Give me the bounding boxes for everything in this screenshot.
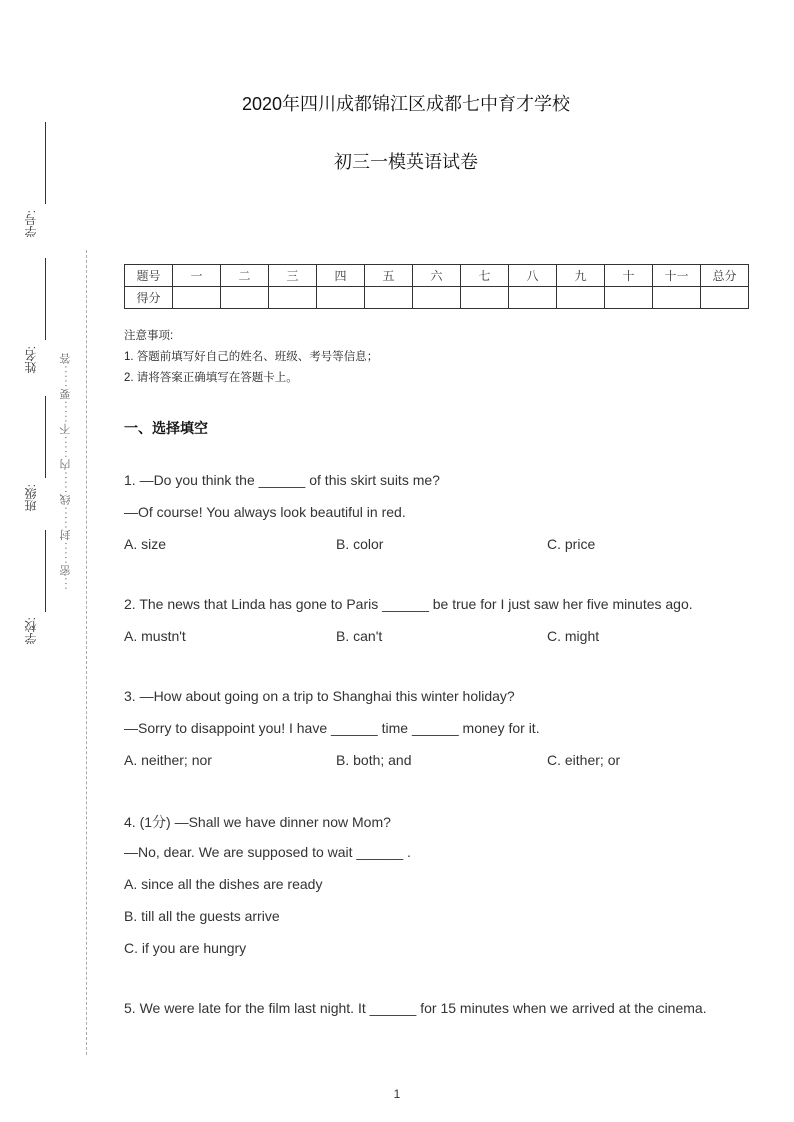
score-table-header-cell: 五 (365, 265, 413, 287)
school-line (45, 530, 46, 612)
score-table-score-cell (605, 287, 653, 309)
exam-subtitle: 初三一模英语试卷 (334, 152, 478, 172)
question-3-line: —Sorry to disappoint you! I have ______ time ______ money for it. (124, 720, 540, 736)
class-line (45, 396, 46, 478)
score-table-header-cell: 十一 (653, 265, 701, 287)
score-table-score-cell (557, 287, 605, 309)
score-table-header-cell: 一 (173, 265, 221, 287)
score-table-header-cell: 四 (317, 265, 365, 287)
notes (124, 326, 378, 389)
score-table-header-cell: 总分 (701, 265, 749, 287)
score-table-header-row (125, 265, 749, 287)
name-line (45, 258, 46, 340)
question-2-option-a: A. mustn't (124, 628, 186, 644)
question-4-stem: 4. (1分) —Shall we have dinner now Mom? (124, 814, 391, 830)
question-1-option-b: B. color (336, 536, 384, 552)
score-table-header-cell: 题号 (125, 265, 173, 287)
school-label: 学校: (24, 617, 38, 645)
question-4-option-b: B. till all the guests arrive (124, 908, 280, 924)
score-table-header-cell: 七 (461, 265, 509, 287)
question-5-stem: 5. We were late for the film last night. It ______ for 15 minutes when we arrived at the cinema. (124, 1000, 707, 1016)
question-3-stem: 3. —How about going on a trip to Shanghai this winter holiday? (124, 688, 515, 704)
notes-item: 1. 答题前填写好自己的姓名、班级、考号等信息； (124, 351, 379, 363)
score-table-score-cell (701, 287, 749, 309)
question-1-stem: 1. —Do you think the ______ of this skirt suits me? (124, 472, 440, 488)
question-3-option-c: C. either; or (547, 752, 621, 768)
score-table-header-cell: 九 (557, 265, 605, 287)
score-table-row-label: 得分 (125, 287, 173, 309)
score-table-header-cell: 八 (509, 265, 557, 287)
score-table-score-cell (509, 287, 557, 309)
score-table-header-cell: 六 (413, 265, 461, 287)
notes-item: 2. 请将答案正确填写在答题卡上。 (124, 372, 298, 384)
score-table-header-cell: 二 (221, 265, 269, 287)
question-4-option-a: A. since all the dishes are ready (124, 876, 323, 892)
question-2-option-b: B. can't (336, 628, 383, 644)
exam-title: 2020年四川成都锦江区成都七中育才学校 (241, 94, 571, 114)
score-table-score-cell (653, 287, 701, 309)
question-3-option-a: A. neither; nor (124, 752, 212, 768)
score-table-score-row (125, 287, 749, 309)
score-table-score-cell (221, 287, 269, 309)
score-table (124, 264, 749, 309)
score-table-score-cell (413, 287, 461, 309)
question-4-option-c: C. if you are hungry (124, 940, 247, 956)
class-label: 班级: (24, 484, 38, 512)
score-table-header-cell: 十 (605, 265, 653, 287)
question-4-line: —No, dear. We are supposed to wait ______ . (124, 844, 411, 860)
section-title: 一、选择填空 (124, 420, 208, 436)
score-table-score-cell (317, 287, 365, 309)
question-1-line: —Of course! You always look beautiful in red. (124, 504, 406, 520)
score-table-score-cell (269, 287, 317, 309)
page-number: 1 (393, 1087, 401, 1101)
notes-heading: 注意事项: (124, 330, 174, 342)
question-3-option-b: B. both; and (336, 752, 412, 768)
score-table-score-cell (365, 287, 413, 309)
question-2-stem: 2. The news that Linda has gone to Paris ______ be true for I just saw her five minutes ago. (124, 596, 693, 612)
seal-line-text: ···密·····封·····线·····内·····不·····要·····答 (60, 352, 72, 590)
question-2-option-c: C. might (547, 628, 600, 644)
seal-dashed-line (86, 250, 87, 1055)
question-1-option-a: A. size (124, 536, 167, 552)
score-table-score-cell (173, 287, 221, 309)
question-1-option-c: C. price (547, 536, 596, 552)
student-no-label: 学号: (24, 210, 38, 238)
name-label: 姓名: (24, 346, 38, 374)
score-table-score-cell (461, 287, 509, 309)
score-table-header-cell: 三 (269, 265, 317, 287)
